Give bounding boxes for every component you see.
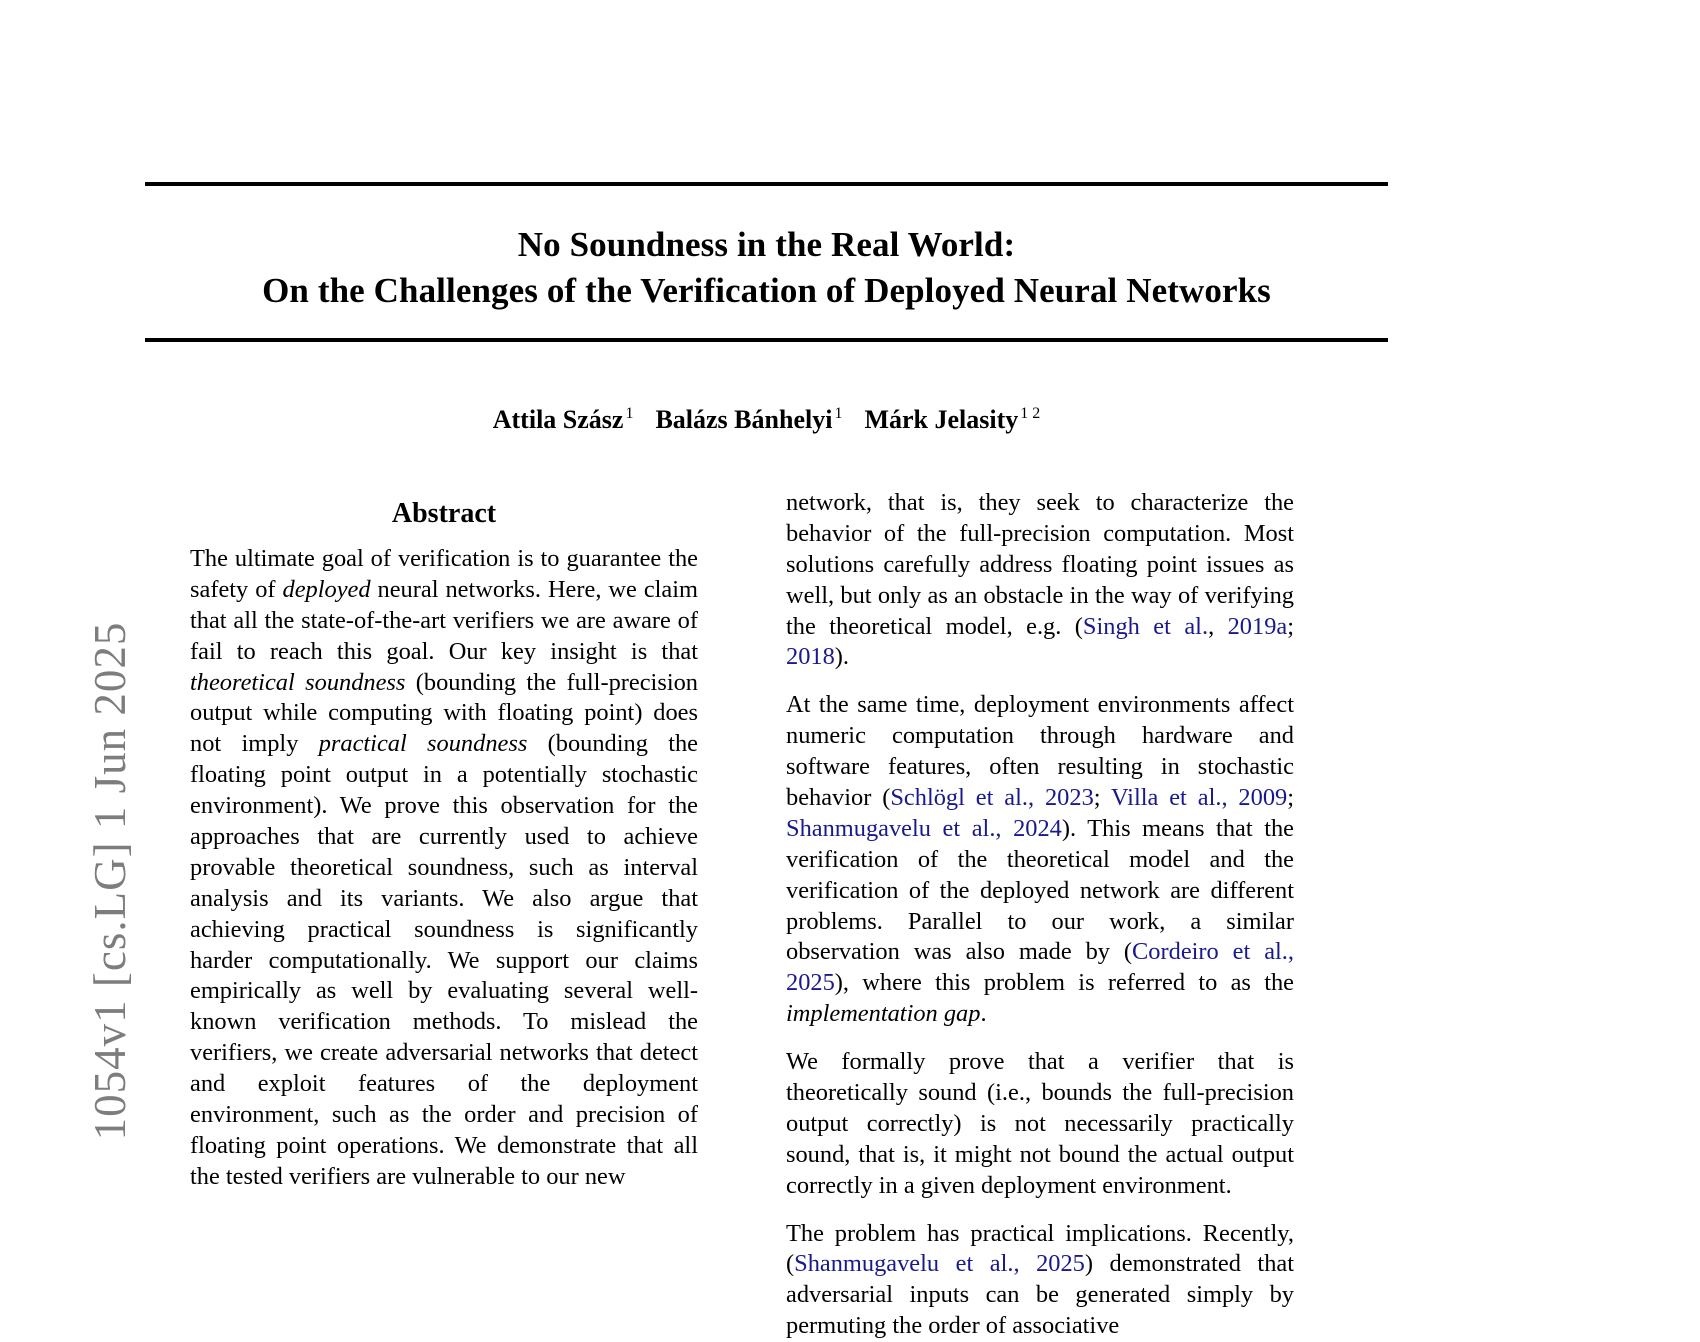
title-block: [145, 182, 1388, 342]
text-run: ) demonstrated that adversarial inputs can be generated simply by permuting the order of associative: [786, 1250, 1295, 1340]
author: [864, 405, 1040, 434]
body-paragraph: [786, 1047, 1294, 1201]
body-paragraph: [786, 690, 1294, 1030]
author-list: [145, 405, 1388, 435]
author-affiliation-marker: 1: [625, 405, 634, 423]
citation-link[interactable]: Shanmugavelu et al., 2025: [794, 1250, 1085, 1278]
text-run: network, that is, they seek to characterize the behavior of the full-precision computation. Most solutions carefully address floating point issues as well, but only as an obstacle in the way of verifying the theoretical model, e.g. (: [786, 489, 1294, 640]
right-column: [786, 488, 1294, 1342]
citation-link[interactable]: Singh et al.: [1082, 612, 1209, 640]
text-run: The ultimate goal of verification is to guarantee the safety of: [190, 545, 698, 603]
paper-title-line-1: No Soundness in the Real World:: [517, 225, 1016, 264]
body-paragraph: [786, 488, 1294, 673]
abstract-paragraph: [190, 544, 698, 1193]
author-affiliation-marker: 1 2: [1020, 405, 1041, 423]
title-bottom-rule: [145, 338, 1388, 342]
citation-link[interactable]: Schlögl et al., 2023: [890, 784, 1094, 812]
text-run: ).: [834, 643, 850, 671]
author-name: Attila Szász: [492, 405, 624, 434]
text-run: (bounding the full-precision output while computing with floating point) does not imply: [190, 668, 698, 758]
paper-title: [145, 186, 1388, 338]
text-run: .: [980, 1000, 987, 1028]
text-run: ). This means that the verification of the theoretical model and the verification of the deployed network are different problems. Parallel to our work, a similar observation was also made by (: [786, 814, 1294, 966]
author-name: Balázs Bánhelyi: [655, 405, 833, 434]
text-run: The problem has practical implications. Recently, (: [786, 1219, 1294, 1278]
author-name: Márk Jelasity: [864, 405, 1019, 434]
emphasized-term: deployed: [282, 575, 371, 603]
body-paragraph: [786, 1219, 1294, 1342]
text-run: We formally prove that a verifier that is theoretically sound (i.e., bounds the full-precision output correctly) is not necessarily practically sound, that is, it might not bound the actual output correctly in a given deployment environment.: [786, 1048, 1294, 1199]
text-run: ), where this problem is referred to as the: [834, 969, 1294, 997]
arxiv-identifier-stamp: 1054v1 [cs.LG] 1 Jun 2025: [85, 621, 135, 1141]
citation-link[interactable]: 2018: [786, 643, 835, 671]
author: [655, 405, 842, 434]
two-column-body: [190, 488, 1395, 1340]
left-column: [190, 488, 698, 1193]
abstract-heading: Abstract: [391, 498, 497, 529]
text-run: ,: [1208, 612, 1228, 640]
author-affiliation-marker: 1: [834, 405, 843, 423]
author: [493, 405, 634, 434]
emphasized-term: implementation gap: [786, 1000, 981, 1028]
text-run: ;: [1093, 784, 1112, 812]
citation-link[interactable]: Cordeiro et al., 2025: [786, 938, 1295, 997]
citation-link[interactable]: Shanmugavelu et al., 2024: [786, 814, 1062, 842]
paper-title-line-2: On the Challenges of the Verification of Deployed Neural Networks: [262, 271, 1271, 311]
text-run: (bounding the floating point output in a potentially stochastic environment). We prove this observation for the approaches that are currently used to achieve provable theoretical soundness, such as interval analysis and its variants. We also argue that achieving practical soundness is significantly harder computationally. We support our claims empirically as well by evaluating several well-known verification methods. To mislead the verifiers, we create adversarial networks that detect and exploit features of the deployment environment, such as the order and precision of floating point operations. We demonstrate that all the tested verifiers are vulnerable to our new: [190, 730, 698, 1190]
emphasized-term: theoretical soundness: [190, 668, 406, 696]
emphasized-term: practical soundness: [318, 730, 528, 758]
citation-link[interactable]: 2019a: [1227, 612, 1288, 640]
text-run: ;: [1287, 784, 1294, 812]
text-run: At the same time, deployment environments affect numeric computation through hardware and software features, often resulting in stochastic behavior (: [786, 691, 1294, 812]
text-run: ;: [1287, 612, 1294, 640]
citation-link[interactable]: Villa et al., 2009: [1111, 784, 1288, 812]
text-run: neural networks. Here, we claim that all the state-of-the-art verifiers we are aware of fail to reach this goal. Our key insight is that: [190, 575, 698, 665]
